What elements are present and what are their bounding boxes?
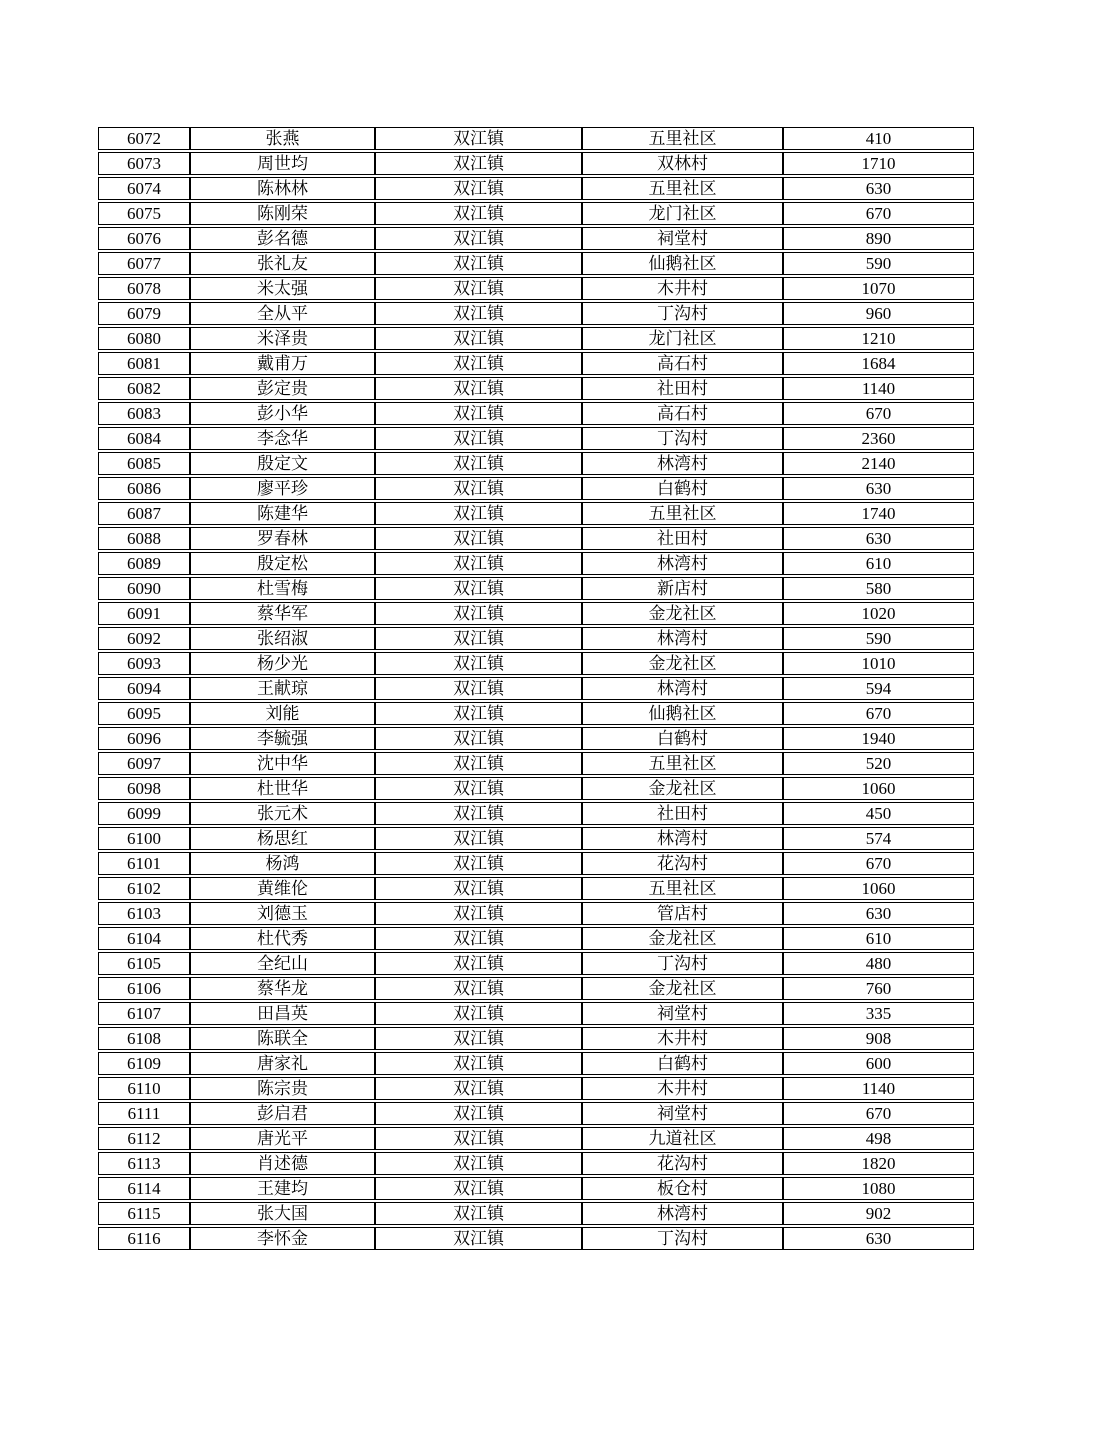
cell-id: 6074 [98, 177, 190, 200]
cell-id: 6085 [98, 452, 190, 475]
table-row [98, 602, 974, 625]
cell-name: 戴甫万 [190, 352, 375, 375]
table-row [98, 427, 974, 450]
cell-name: 彭小华 [190, 402, 375, 425]
cell-village: 五里社区 [582, 752, 783, 775]
cell-id: 6103 [98, 902, 190, 925]
cell-village: 花沟村 [582, 1152, 783, 1175]
cell-village: 祠堂村 [582, 1102, 783, 1125]
cell-village: 林湾村 [582, 452, 783, 475]
cell-village: 丁沟村 [582, 302, 783, 325]
table-row [98, 1002, 974, 1025]
cell-town: 双江镇 [375, 352, 582, 375]
table-row [98, 927, 974, 950]
cell-id: 6106 [98, 977, 190, 1000]
table-row [98, 177, 974, 200]
cell-amount: 760 [783, 977, 974, 1000]
table-row [98, 402, 974, 425]
cell-name: 杨少光 [190, 652, 375, 675]
cell-id: 6088 [98, 527, 190, 550]
cell-village: 木井村 [582, 277, 783, 300]
table-row [98, 552, 974, 575]
cell-id: 6100 [98, 827, 190, 850]
cell-name: 黄维伦 [190, 877, 375, 900]
cell-id: 6102 [98, 877, 190, 900]
table-row [98, 1052, 974, 1075]
cell-amount: 1820 [783, 1152, 974, 1175]
cell-id: 6110 [98, 1077, 190, 1100]
cell-amount: 1080 [783, 1177, 974, 1200]
cell-name: 陈宗贵 [190, 1077, 375, 1100]
cell-id: 6072 [98, 127, 190, 150]
cell-amount: 1020 [783, 602, 974, 625]
cell-village: 社田村 [582, 802, 783, 825]
cell-amount: 630 [783, 1227, 974, 1250]
cell-town: 双江镇 [375, 927, 582, 950]
cell-village: 五里社区 [582, 877, 783, 900]
table-row [98, 1227, 974, 1250]
cell-amount: 670 [783, 1102, 974, 1125]
cell-village: 白鹤村 [582, 477, 783, 500]
cell-id: 6109 [98, 1052, 190, 1075]
cell-town: 双江镇 [375, 652, 582, 675]
cell-amount: 1684 [783, 352, 974, 375]
cell-name: 王建均 [190, 1177, 375, 1200]
cell-id: 6092 [98, 627, 190, 650]
cell-village: 金龙社区 [582, 927, 783, 950]
cell-id: 6096 [98, 727, 190, 750]
cell-town: 双江镇 [375, 602, 582, 625]
cell-town: 双江镇 [375, 302, 582, 325]
cell-amount: 335 [783, 1002, 974, 1025]
cell-town: 双江镇 [375, 727, 582, 750]
cell-amount: 1070 [783, 277, 974, 300]
table-row [98, 752, 974, 775]
cell-name: 杜世华 [190, 777, 375, 800]
cell-amount: 610 [783, 927, 974, 950]
cell-village: 白鹤村 [582, 727, 783, 750]
cell-amount: 480 [783, 952, 974, 975]
cell-amount: 960 [783, 302, 974, 325]
cell-amount: 410 [783, 127, 974, 150]
cell-village: 九道社区 [582, 1127, 783, 1150]
cell-amount: 670 [783, 202, 974, 225]
cell-name: 彭启君 [190, 1102, 375, 1125]
cell-name: 蔡华军 [190, 602, 375, 625]
cell-town: 双江镇 [375, 677, 582, 700]
cell-village: 木井村 [582, 1027, 783, 1050]
cell-id: 6111 [98, 1102, 190, 1125]
cell-name: 全纪山 [190, 952, 375, 975]
cell-name: 刘德玉 [190, 902, 375, 925]
cell-amount: 890 [783, 227, 974, 250]
cell-name: 张礼友 [190, 252, 375, 275]
cell-name: 张大国 [190, 1202, 375, 1225]
cell-name: 陈刚荣 [190, 202, 375, 225]
cell-town: 双江镇 [375, 377, 582, 400]
cell-id: 6089 [98, 552, 190, 575]
cell-name: 杜雪梅 [190, 577, 375, 600]
cell-town: 双江镇 [375, 502, 582, 525]
cell-town: 双江镇 [375, 427, 582, 450]
table-row [98, 727, 974, 750]
cell-name: 张绍淑 [190, 627, 375, 650]
roster-table-body [98, 127, 974, 1250]
cell-amount: 902 [783, 1202, 974, 1225]
table-row [98, 852, 974, 875]
cell-village: 丁沟村 [582, 427, 783, 450]
table-row [98, 577, 974, 600]
cell-town: 双江镇 [375, 177, 582, 200]
cell-name: 彭定贵 [190, 377, 375, 400]
cell-village: 林湾村 [582, 1202, 783, 1225]
cell-amount: 498 [783, 1127, 974, 1150]
cell-amount: 670 [783, 702, 974, 725]
cell-village: 祠堂村 [582, 227, 783, 250]
cell-town: 双江镇 [375, 202, 582, 225]
cell-village: 仙鹅社区 [582, 252, 783, 275]
table-row [98, 1027, 974, 1050]
cell-amount: 450 [783, 802, 974, 825]
cell-id: 6104 [98, 927, 190, 950]
table-row [98, 1127, 974, 1150]
cell-town: 双江镇 [375, 327, 582, 350]
cell-amount: 520 [783, 752, 974, 775]
cell-village: 龙门社区 [582, 327, 783, 350]
cell-amount: 1060 [783, 877, 974, 900]
cell-town: 双江镇 [375, 1177, 582, 1200]
cell-id: 6079 [98, 302, 190, 325]
cell-id: 6082 [98, 377, 190, 400]
cell-id: 6115 [98, 1202, 190, 1225]
cell-town: 双江镇 [375, 552, 582, 575]
cell-id: 6099 [98, 802, 190, 825]
cell-id: 6091 [98, 602, 190, 625]
cell-name: 张燕 [190, 127, 375, 150]
cell-town: 双江镇 [375, 777, 582, 800]
cell-id: 6114 [98, 1177, 190, 1200]
cell-village: 新店村 [582, 577, 783, 600]
table-row [98, 352, 974, 375]
table-row [98, 1202, 974, 1225]
cell-town: 双江镇 [375, 277, 582, 300]
cell-id: 6113 [98, 1152, 190, 1175]
cell-village: 丁沟村 [582, 1227, 783, 1250]
cell-name: 陈林林 [190, 177, 375, 200]
cell-amount: 1940 [783, 727, 974, 750]
cell-name: 周世均 [190, 152, 375, 175]
cell-id: 6087 [98, 502, 190, 525]
roster-table [98, 125, 974, 1252]
cell-village: 双林村 [582, 152, 783, 175]
table-row [98, 202, 974, 225]
cell-amount: 630 [783, 477, 974, 500]
cell-amount: 600 [783, 1052, 974, 1075]
cell-town: 双江镇 [375, 227, 582, 250]
cell-name: 陈联全 [190, 1027, 375, 1050]
cell-id: 6078 [98, 277, 190, 300]
table-row [98, 277, 974, 300]
table-row [98, 1102, 974, 1125]
cell-id: 6094 [98, 677, 190, 700]
cell-amount: 908 [783, 1027, 974, 1050]
table-row [98, 902, 974, 925]
cell-amount: 630 [783, 902, 974, 925]
cell-village: 丁沟村 [582, 952, 783, 975]
cell-town: 双江镇 [375, 852, 582, 875]
cell-town: 双江镇 [375, 702, 582, 725]
cell-amount: 580 [783, 577, 974, 600]
cell-town: 双江镇 [375, 627, 582, 650]
cell-name: 彭名德 [190, 227, 375, 250]
cell-name: 刘能 [190, 702, 375, 725]
cell-name: 唐家礼 [190, 1052, 375, 1075]
cell-town: 双江镇 [375, 527, 582, 550]
table-row [98, 127, 974, 150]
cell-town: 双江镇 [375, 952, 582, 975]
cell-town: 双江镇 [375, 1052, 582, 1075]
cell-id: 6093 [98, 652, 190, 675]
cell-id: 6075 [98, 202, 190, 225]
cell-town: 双江镇 [375, 452, 582, 475]
cell-amount: 574 [783, 827, 974, 850]
cell-amount: 630 [783, 527, 974, 550]
table-row [98, 452, 974, 475]
cell-amount: 1140 [783, 1077, 974, 1100]
cell-amount: 594 [783, 677, 974, 700]
table-row [98, 252, 974, 275]
cell-amount: 1740 [783, 502, 974, 525]
cell-village: 龙门社区 [582, 202, 783, 225]
cell-village: 社田村 [582, 527, 783, 550]
table-row [98, 152, 974, 175]
cell-village: 社田村 [582, 377, 783, 400]
cell-id: 6083 [98, 402, 190, 425]
cell-name: 陈建华 [190, 502, 375, 525]
cell-id: 6095 [98, 702, 190, 725]
cell-name: 米泽贵 [190, 327, 375, 350]
table-row [98, 977, 974, 1000]
table-row [98, 527, 974, 550]
cell-id: 6080 [98, 327, 190, 350]
cell-amount: 2360 [783, 427, 974, 450]
cell-village: 高石村 [582, 352, 783, 375]
table-row [98, 877, 974, 900]
cell-name: 米太强 [190, 277, 375, 300]
cell-name: 李怀金 [190, 1227, 375, 1250]
cell-id: 6105 [98, 952, 190, 975]
cell-town: 双江镇 [375, 152, 582, 175]
cell-name: 杨鸿 [190, 852, 375, 875]
cell-village: 金龙社区 [582, 602, 783, 625]
table-row [98, 327, 974, 350]
cell-name: 殷定文 [190, 452, 375, 475]
cell-name: 蔡华龙 [190, 977, 375, 1000]
cell-name: 廖平珍 [190, 477, 375, 500]
cell-name: 沈中华 [190, 752, 375, 775]
cell-town: 双江镇 [375, 252, 582, 275]
cell-town: 双江镇 [375, 827, 582, 850]
cell-amount: 2140 [783, 452, 974, 475]
cell-town: 双江镇 [375, 1027, 582, 1050]
cell-village: 高石村 [582, 402, 783, 425]
cell-village: 花沟村 [582, 852, 783, 875]
cell-id: 6086 [98, 477, 190, 500]
cell-village: 林湾村 [582, 827, 783, 850]
cell-name: 张元术 [190, 802, 375, 825]
cell-id: 6076 [98, 227, 190, 250]
cell-town: 双江镇 [375, 977, 582, 1000]
cell-town: 双江镇 [375, 1202, 582, 1225]
cell-name: 全从平 [190, 302, 375, 325]
cell-town: 双江镇 [375, 802, 582, 825]
cell-village: 板仓村 [582, 1177, 783, 1200]
cell-amount: 1010 [783, 652, 974, 675]
cell-town: 双江镇 [375, 477, 582, 500]
cell-town: 双江镇 [375, 902, 582, 925]
table-row [98, 627, 974, 650]
cell-id: 6108 [98, 1027, 190, 1050]
cell-village: 祠堂村 [582, 1002, 783, 1025]
cell-village: 金龙社区 [582, 652, 783, 675]
cell-name: 唐光平 [190, 1127, 375, 1150]
cell-name: 肖述德 [190, 1152, 375, 1175]
cell-amount: 630 [783, 177, 974, 200]
table-row [98, 802, 974, 825]
table-row [98, 302, 974, 325]
cell-id: 6090 [98, 577, 190, 600]
table-row [98, 377, 974, 400]
cell-id: 6084 [98, 427, 190, 450]
cell-town: 双江镇 [375, 752, 582, 775]
table-row [98, 827, 974, 850]
cell-amount: 590 [783, 252, 974, 275]
table-row [98, 502, 974, 525]
cell-amount: 670 [783, 852, 974, 875]
cell-village: 五里社区 [582, 177, 783, 200]
table-row [98, 227, 974, 250]
cell-village: 林湾村 [582, 677, 783, 700]
cell-town: 双江镇 [375, 877, 582, 900]
cell-name: 殷定松 [190, 552, 375, 575]
cell-town: 双江镇 [375, 1077, 582, 1100]
cell-id: 6116 [98, 1227, 190, 1250]
cell-id: 6077 [98, 252, 190, 275]
cell-id: 6081 [98, 352, 190, 375]
cell-name: 王献琼 [190, 677, 375, 700]
cell-amount: 1710 [783, 152, 974, 175]
cell-village: 五里社区 [582, 127, 783, 150]
cell-id: 6097 [98, 752, 190, 775]
cell-town: 双江镇 [375, 1152, 582, 1175]
cell-town: 双江镇 [375, 1002, 582, 1025]
cell-name: 罗春林 [190, 527, 375, 550]
cell-town: 双江镇 [375, 1102, 582, 1125]
table-row [98, 677, 974, 700]
cell-amount: 670 [783, 402, 974, 425]
cell-id: 6073 [98, 152, 190, 175]
cell-amount: 590 [783, 627, 974, 650]
cell-amount: 1140 [783, 377, 974, 400]
cell-name: 李毓强 [190, 727, 375, 750]
cell-id: 6112 [98, 1127, 190, 1150]
cell-name: 杨思红 [190, 827, 375, 850]
cell-id: 6098 [98, 777, 190, 800]
cell-village: 金龙社区 [582, 977, 783, 1000]
cell-village: 林湾村 [582, 552, 783, 575]
cell-village: 林湾村 [582, 627, 783, 650]
cell-id: 6101 [98, 852, 190, 875]
cell-amount: 610 [783, 552, 974, 575]
cell-village: 白鹤村 [582, 1052, 783, 1075]
cell-town: 双江镇 [375, 577, 582, 600]
table-row [98, 652, 974, 675]
table-row [98, 952, 974, 975]
table-row [98, 777, 974, 800]
cell-town: 双江镇 [375, 1127, 582, 1150]
cell-town: 双江镇 [375, 1227, 582, 1250]
cell-id: 6107 [98, 1002, 190, 1025]
table-row [98, 1152, 974, 1175]
cell-village: 管店村 [582, 902, 783, 925]
cell-name: 杜代秀 [190, 927, 375, 950]
cell-name: 田昌英 [190, 1002, 375, 1025]
cell-village: 仙鹅社区 [582, 702, 783, 725]
cell-name: 李念华 [190, 427, 375, 450]
cell-amount: 1060 [783, 777, 974, 800]
cell-village: 木井村 [582, 1077, 783, 1100]
cell-amount: 1210 [783, 327, 974, 350]
cell-village: 五里社区 [582, 502, 783, 525]
cell-town: 双江镇 [375, 402, 582, 425]
cell-village: 金龙社区 [582, 777, 783, 800]
table-row [98, 1177, 974, 1200]
table-row [98, 477, 974, 500]
cell-town: 双江镇 [375, 127, 582, 150]
table-row [98, 1077, 974, 1100]
table-row [98, 702, 974, 725]
